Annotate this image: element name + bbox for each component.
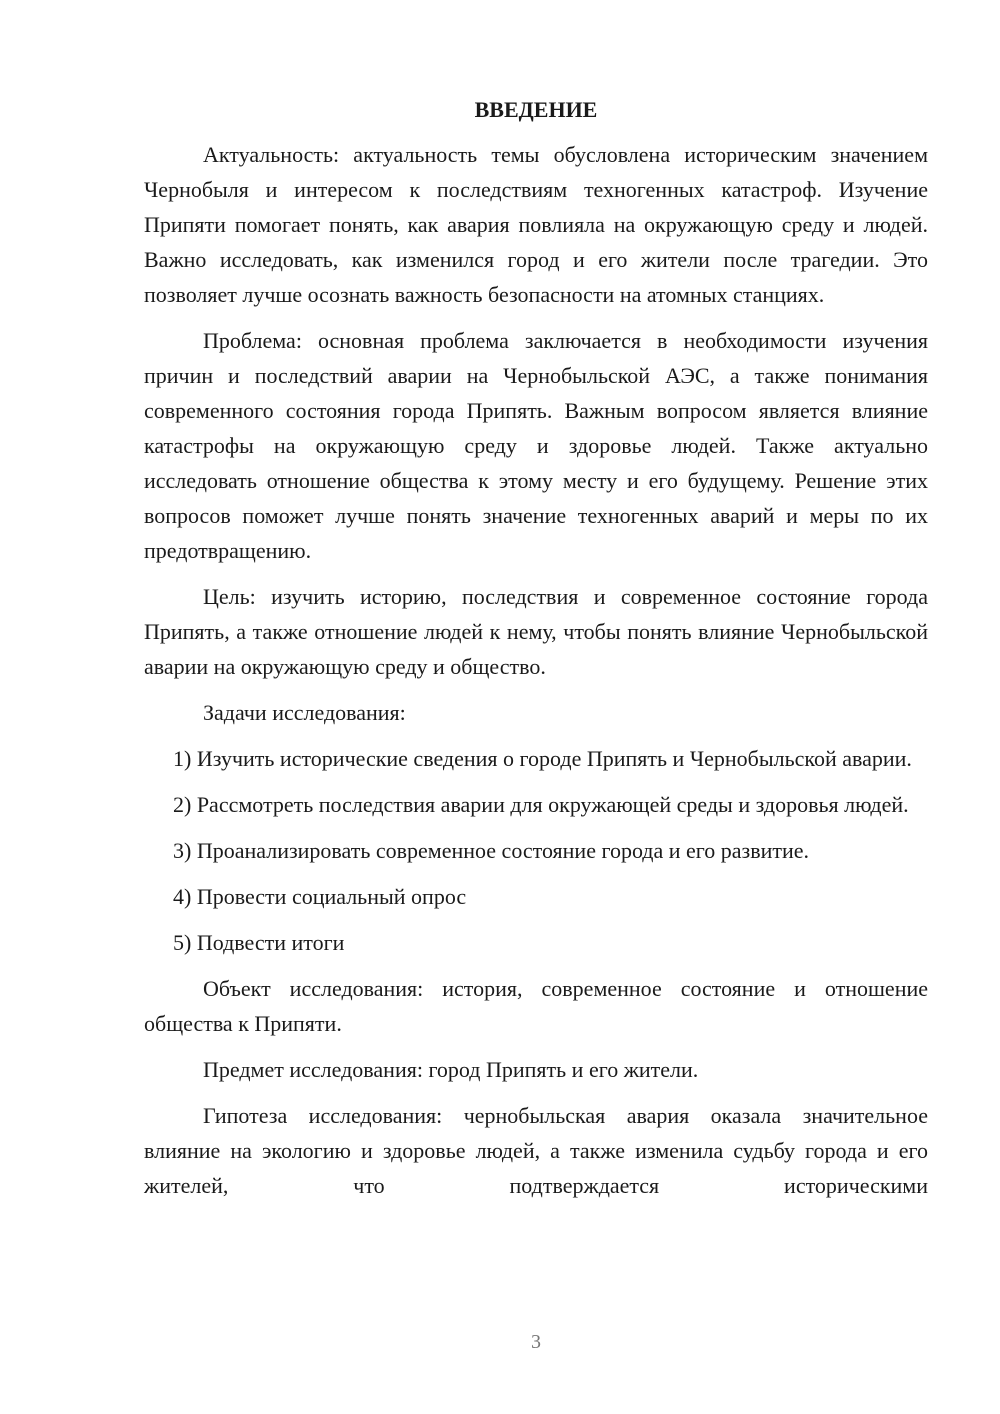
problem-paragraph: Проблема: основная проблема заключается в необходимости изучения причин и последствий аварии на Чернобыльской АЭС, а также понимания современного состояния города Припять. Важным вопросом является влияние катастрофы на окружающую среду и здоровье людей. Также актуально исследовать отношение общества к этому месту и его будущему. Решение этих вопросов поможет лучше понять значение техногенных аварий и меры по их предотвращению. xyxy=(144,328,928,563)
tasks-heading: Задачи исследования: xyxy=(203,700,406,725)
document-page xyxy=(144,92,928,1203)
object-paragraph: Объект исследования: история, современное состояние и отношение общества к Припяти. xyxy=(144,976,928,1036)
hypothesis-paragraph: Гипотеза исследования: чернобыльская авария оказала значительное влияние на экологию и здоровье людей, а также изменила судьбу города и его жителей, что подтверждается историческими xyxy=(144,1103,928,1198)
subject-paragraph: Предмет исследования: город Припять и его жители. xyxy=(203,1057,699,1082)
task-item: 1) Изучить исторические сведения о городе Припять и Чернобыльской аварии. xyxy=(173,746,912,771)
task-item: 5) Подвести итоги xyxy=(173,930,345,955)
task-item: 3) Проанализировать современное состояние города и его развитие. xyxy=(173,838,810,863)
relevance-paragraph: Актуальность: актуальность темы обусловлена историческим значением Чернобыля и интересом к последствиям техногенных катастроф. Изучение Припяти помогает понять, как авария повлияла на окружающую среду и людей. Важно исследовать, как изменился город и его жители после трагедии. Это позволяет лучше осознать важность безопасности на атомных станциях. xyxy=(144,142,928,307)
task-item: 4) Провести социальный опрос xyxy=(173,884,467,909)
task-item: 2) Рассмотреть последствия аварии для окружающей среды и здоровья людей. xyxy=(173,792,909,817)
page-number: 3 xyxy=(531,1331,541,1353)
goal-paragraph: Цель: изучить историю, последствия и современное состояние города Припять, а также отношение людей к нему, чтобы понять влияние Чернобыльской аварии на окружающую среду и общество. xyxy=(144,584,928,679)
page-title: ВВЕДЕНИЕ xyxy=(474,97,598,122)
